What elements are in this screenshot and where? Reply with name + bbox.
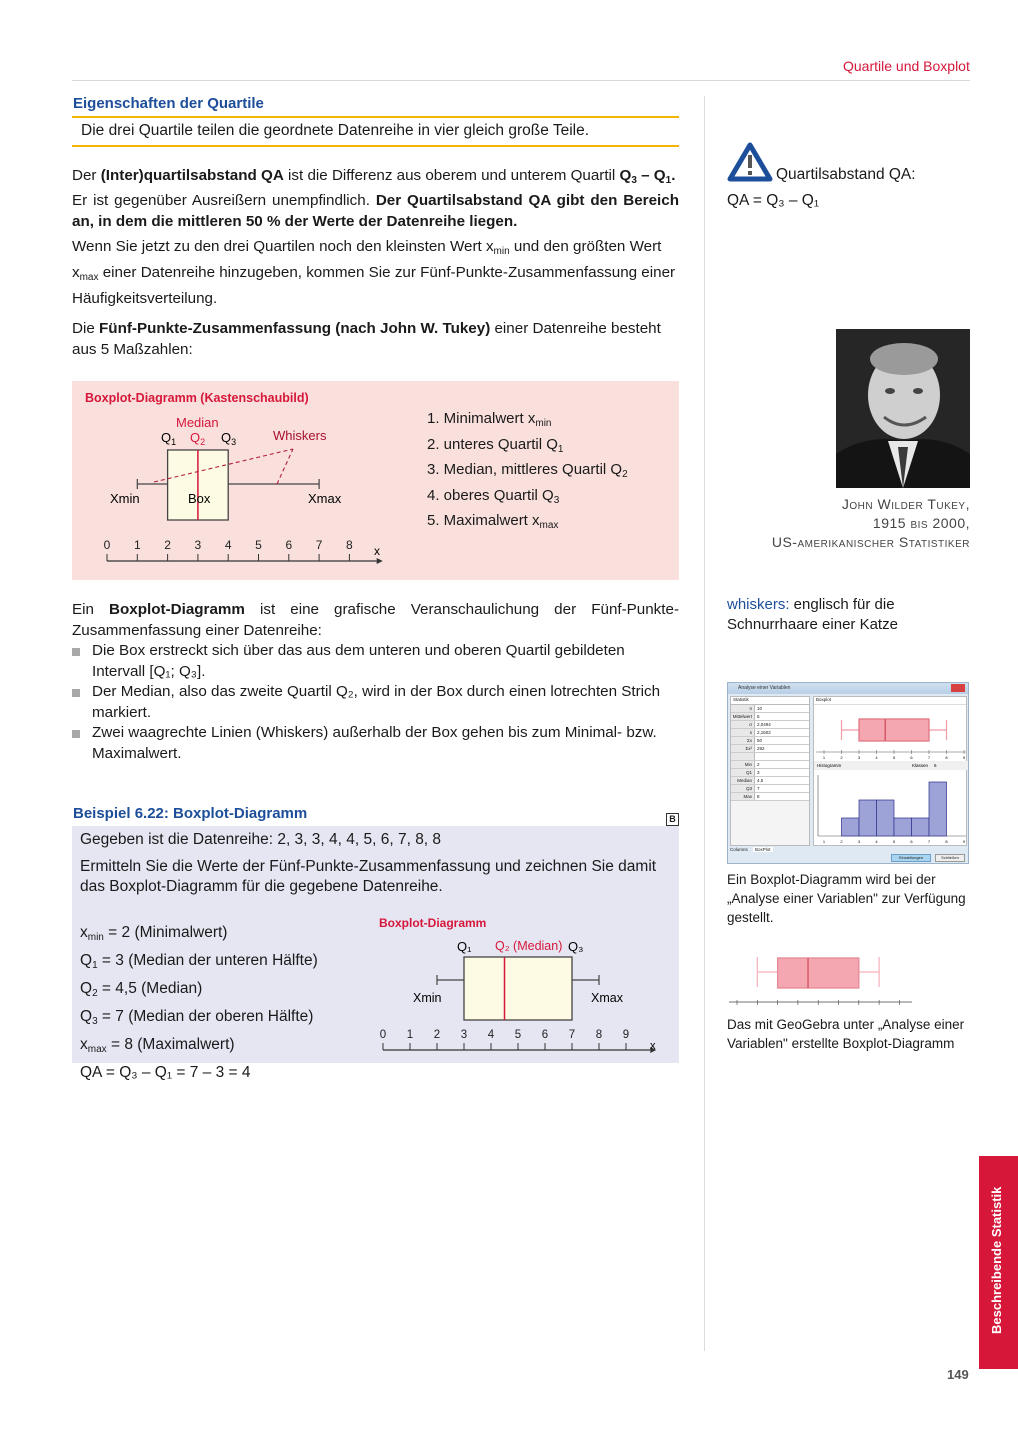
definition-text: Die drei Quartile teilen die geordnete Datenreihe in vier gleich große Teile. [81, 122, 590, 139]
box-label: Box [188, 491, 211, 506]
boxplot-bullet-list [72, 641, 679, 764]
q1-label: $Q_1$ [161, 430, 177, 447]
stat-key: Mittelwert [731, 713, 755, 720]
stat-value: 5 [755, 713, 809, 720]
x-tick-label: 4 [487, 1029, 495, 1041]
gg-tick-label: 8 [945, 755, 948, 760]
x-tick-label: 3 [194, 538, 202, 552]
window-titlebar: Analyse einer Variablen [728, 683, 968, 694]
portrait-caption: John Wilder Tukey, 1915 bis 2000, US-amerikanischer Statistiker [771, 496, 970, 550]
screenshot-caption: Ein Boxplot-Diagramm wird bei der „Analyse einer Variablen" zur Verfügung gestellt. [727, 872, 966, 925]
example-given: Gegeben ist die Datenreihe: 2, 3, 3, 4, 4, 5, 6, 7, 8, 8 [80, 831, 442, 848]
chapter-side-tab [979, 1156, 1018, 1369]
axis-label-x: x [650, 1040, 656, 1052]
stats-row [731, 713, 809, 721]
command-input[interactable]: BoxPlot [755, 847, 771, 852]
chapter-title: Quartile und Boxplot [843, 58, 970, 74]
x-tick-label: 5 [514, 1029, 522, 1041]
hist-tick-label: 2 [840, 839, 843, 844]
five-point-item: 4. oberes Quartil $Q_3$ [427, 486, 560, 506]
q1-label: Q₁ [457, 939, 472, 954]
bullet-item: Die Box erstreckt sich über das aus dem unteren und oberen Quartil gebildeten Intervall [Q₁; Q₃]. [72, 641, 679, 682]
five-point-item: 5. Maximalwert $x_{max}$ [427, 512, 559, 532]
definition-heading: Eigenschaften der Quartile [73, 95, 264, 112]
stat-value: 8 [755, 793, 809, 800]
stat-value: 10 [755, 705, 809, 712]
stats-row [731, 777, 809, 785]
x-tick-label: 6 [285, 538, 293, 552]
x-tick-label: 9 [622, 1029, 630, 1041]
geogebra-boxplot-chart [727, 950, 917, 1010]
x-tick-label: 1 [406, 1029, 414, 1041]
plot-area [813, 696, 967, 846]
xmax-label: Xmax [308, 491, 342, 506]
gg-tick-label: 6 [910, 755, 913, 760]
hist-tick-label: 7 [927, 839, 931, 844]
solution-line: $x_{max} = 8$ (Maximalwert) [80, 1036, 235, 1055]
classes-value[interactable]: 6 [934, 763, 937, 768]
example-heading: Beispiel 6.22: Boxplot-Diagramm [73, 805, 308, 822]
x-tick-label: 0 [103, 538, 111, 552]
stat-key: Q3 [731, 785, 755, 792]
hist-tick-label: 6 [910, 839, 913, 844]
stat-key: σ [731, 721, 755, 728]
solution-line: $Q_1 = 3$ (Median der unteren Hälfte) [80, 952, 318, 971]
hist-tick-label: 8 [945, 839, 948, 844]
stat-value: 3 [755, 769, 809, 776]
histogram-bar [912, 818, 930, 836]
median-label: Median [176, 415, 219, 430]
stat-key: Max [731, 793, 755, 800]
stat-key: s [731, 729, 755, 736]
five-point-item: 2. unteres Quartil $Q_1$ [427, 435, 564, 455]
stats-row [731, 793, 809, 801]
solution-line: $Q_3 = 7$ (Median der oberen Hälfte) [80, 1008, 314, 1027]
whiskers-term: whiskers: [727, 596, 790, 613]
paragraph-boxplot-intro: Ein Boxplot-Diagramm ist eine grafische Veranschaulichung der Fünf-Punkte-Zusammenfassung einer Datenreihe: [72, 601, 680, 639]
stats-row [731, 737, 809, 745]
classes-label: Klassen [912, 763, 929, 768]
stats-row [731, 745, 809, 753]
statistics-table [730, 696, 810, 846]
side-tab-label: Beschreibende Statistik [989, 1186, 1004, 1334]
stats-row [731, 785, 809, 793]
plot1-dropdown[interactable]: Boxplot [814, 697, 966, 705]
stats-row [731, 753, 809, 761]
tukey-portrait [836, 329, 970, 488]
command-row: Columns BoxPlot [730, 847, 771, 852]
histogram-bar [929, 782, 947, 836]
geogebra-window [727, 682, 969, 864]
stat-value: 292 [755, 745, 809, 752]
gg-tick-label: 5 [892, 755, 896, 760]
gg-tick-label: 4 [875, 755, 878, 760]
solution-line: $Q_2 = 4,5$ (Median) [80, 980, 203, 999]
five-point-list [427, 409, 628, 537]
stat-key: Median [731, 777, 755, 784]
x-tick-label: 7 [568, 1029, 576, 1041]
stats-row [731, 769, 809, 777]
geogebra-caption: Das mit GeoGebra unter „Analyse einer Variablen" erstellte Boxplot-Diagramm [727, 1017, 965, 1051]
header-divider [72, 80, 970, 81]
warning-text: Quartilsabstand QA: [776, 166, 916, 183]
box-iqr [778, 958, 859, 988]
bullet-square-icon [72, 648, 80, 656]
q2-median-label: Q₂ (Median) [495, 939, 563, 953]
explainer-boxplot-chart [72, 405, 412, 580]
hist-tick-label: 9 [962, 839, 966, 844]
paragraph-five-point: Wenn Sie jetzt zu den drei Quartilen noch den kleinsten Wert $x_{min}$ und den größten Wert $x_{max}$ einer Datenreihe hinzugeben, kommen Sie zur Fünf-Punkte-Zusammenfassung einer Häufigkeitsverteilung. [72, 238, 676, 307]
stat-value: 50 [755, 737, 809, 744]
x-tick-label: 6 [541, 1029, 549, 1041]
stat-value: 2 [755, 761, 809, 768]
gg-tick-label: 3 [857, 755, 861, 760]
x-tick-label: 2 [164, 538, 171, 552]
x-tick-label: 3 [460, 1029, 468, 1041]
close-dialog-button[interactable]: Schließen [935, 854, 965, 862]
hist-tick-label: 3 [857, 839, 861, 844]
histogram-bar [842, 818, 860, 836]
stat-value: 7 [755, 785, 809, 792]
x-tick-label: 2 [433, 1029, 441, 1041]
example-task: Ermitteln Sie die Werte der Fünf-Punkte-Zusammenfassung und zeichnen Sie damit das Boxplot-Diagramm für die gegebene Datenreihe. [80, 858, 657, 895]
five-point-item: 1. Minimalwert $x_{min}$ [427, 410, 552, 429]
x-tick-label: 7 [315, 538, 323, 552]
gg-tick-label: 1 [822, 755, 826, 760]
stats-row [731, 721, 809, 729]
hist-tick-label: 1 [822, 839, 826, 844]
hist-tick-label: 4 [875, 839, 878, 844]
paragraph-tukey: Die Fünf-Punkte-Zusammenfassung (nach John W. Tukey) einer Datenreihe besteht aus 5 Maßzahlen: [72, 320, 661, 358]
x-tick-label: 0 [379, 1029, 387, 1041]
stat-key: n [731, 705, 755, 712]
x-tick-label: 8 [346, 538, 353, 552]
gg-tick-label: 2 [840, 755, 843, 760]
whiskers-label: Whiskers [273, 428, 327, 443]
xmin-label: Xmin [110, 491, 140, 506]
explainer-title: Boxplot-Diagramm (Kastenschaubild) [85, 391, 309, 405]
paragraph-robust: Er ist gegenüber Ausreißern unempfindlich. Der Quartilsabstand QA gibt den Bereich an, in dem die mittleren 50 % der Werte der Datenreihe liegen. [72, 192, 679, 230]
geogebra-plots [814, 705, 968, 845]
solution-qa: QA = Q₃ – Q₁ = 7 – 3 = 4 [80, 1064, 251, 1081]
portrait-image [836, 329, 970, 488]
stats-row [731, 729, 809, 737]
xmin-label: Xmin [413, 991, 442, 1005]
level-badge: B [666, 813, 679, 826]
bullet-square-icon [72, 730, 80, 738]
x-tick-label: 1 [133, 538, 141, 552]
q3-label: Q₃ [568, 939, 584, 954]
page-number: 149 [947, 1367, 969, 1382]
stat-key [731, 753, 755, 760]
box-iqr [464, 957, 572, 1020]
stat-key: Σx [731, 737, 755, 744]
example-chart-title: Boxplot-Diagramm [379, 916, 487, 930]
q3-label: $Q_3$ [221, 430, 237, 447]
bullet-item: Zwei waagrechte Linien (Whiskers) außerhalb der Box gehen bis zum Minimal- bzw. Maximalwert. [72, 723, 679, 764]
histogram-bar [877, 800, 895, 836]
definition-rule-bottom [72, 145, 679, 147]
warning-formula: QA = Q₃ – Q₁ [727, 192, 820, 209]
q2-label: $Q_2$ [190, 430, 206, 447]
stats-row [731, 705, 809, 713]
whisker-pointer-right [277, 449, 293, 484]
stat-key: Q1 [731, 769, 755, 776]
plot2-dropdown[interactable]: Histogramm [817, 763, 842, 768]
histogram-bar [894, 818, 912, 836]
axis-label-x: x [374, 544, 380, 558]
paragraph-qa: Der (Inter)quartilsabstand QA ist die Differenz aus oberem und unterem Quartil $Q_3 - Q_1$. [72, 167, 676, 186]
stat-value [755, 753, 809, 760]
stat-value: 2,0494 [755, 721, 809, 728]
solution-line: $x_{min} = 2$ (Minimalwert) [80, 924, 228, 943]
stat-key: Σx² [731, 745, 755, 752]
gg-tick-label: 7 [927, 755, 931, 760]
stat-value: 2,1602 [755, 729, 809, 736]
bullet-item: Der Median, also das zweite Quartil Q₂, wird in der Box durch einen lotrechten Strich markiert. [72, 682, 679, 723]
definition-rule-top [72, 116, 679, 118]
histogram-bar [859, 800, 877, 836]
five-point-item: 3. Median, mittleres Quartil $Q_2$ [427, 461, 628, 481]
stats-dropdown[interactable]: Statistik [731, 697, 809, 705]
stat-value: 4,5 [755, 777, 809, 784]
x-tick-label: 8 [595, 1029, 603, 1041]
close-button[interactable] [951, 684, 965, 692]
x-axis-arrow [377, 558, 383, 564]
whiskers-note: whiskers: englisch für die Schnurrhaare einer Katze [727, 596, 898, 633]
x-tick-label: 4 [224, 538, 232, 552]
stats-row [731, 761, 809, 769]
x-tick-label: 5 [255, 538, 262, 552]
bullet-square-icon [72, 689, 80, 697]
hist-tick-label: 5 [892, 839, 896, 844]
gg-tick-label: 9 [962, 755, 966, 760]
example-solutions [80, 921, 318, 1084]
example-boxplot-chart [375, 930, 675, 1060]
stat-key: Min [731, 761, 755, 768]
box-iqr [859, 719, 929, 741]
settings-button[interactable]: Einstellungen [891, 854, 931, 862]
column-divider [704, 96, 705, 1351]
xmax-label: Xmax [591, 991, 623, 1005]
warning-icon [727, 142, 773, 182]
